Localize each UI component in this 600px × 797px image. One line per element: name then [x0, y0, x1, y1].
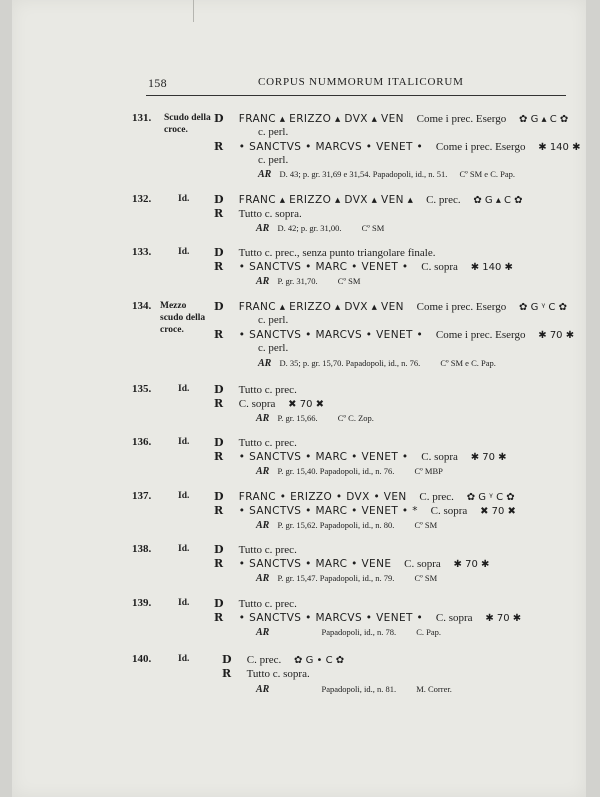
reverse-side: R [214, 260, 224, 273]
reverse-mark: ✱ 70 ✱ [470, 452, 507, 463]
entry-number: 131. [132, 112, 152, 124]
obverse-text: C. prec. [426, 194, 461, 206]
reference-line [256, 683, 452, 696]
obverse-line [214, 543, 297, 557]
page-crease [193, 0, 194, 22]
entry-number: 140. [132, 653, 152, 665]
entry-number: 138. [132, 543, 152, 555]
obverse-text: Tutto c. prec. [238, 384, 297, 396]
coin-name: Scudo della croce. [164, 113, 211, 135]
obverse-mark: ✿ G • C ✿ [294, 655, 345, 666]
obverse-line [214, 597, 297, 611]
reverse-side: R [214, 397, 224, 410]
reverse-side: R [214, 140, 224, 153]
obverse-cont: c. perl. [258, 126, 289, 138]
reverse-legend: • SANCTVS • MARCVS • VENET • [238, 612, 424, 624]
obverse-text: Come i prec. Esergo [416, 301, 507, 313]
obverse-text: Tutto c. prec. [238, 544, 297, 556]
obverse-side: D [214, 300, 224, 313]
reverse-text: C. sopra [435, 612, 473, 624]
coin-name: Id. [178, 437, 190, 447]
obverse-legend: FRANC • ERIZZO • DVX • VEN [238, 491, 407, 503]
metal-symbol: AR [256, 276, 270, 287]
collection: Cº SM [337, 276, 361, 286]
collection: C. Pap. [416, 627, 441, 637]
collection: M. Correr. [416, 684, 452, 694]
obverse-legend: FRANC ▴ ERIZZO ▴ DVX ▴ VEN [238, 301, 404, 313]
collection: Cº SM [414, 573, 438, 583]
obverse-mark: ✿ G ᵞ C ✿ [519, 302, 567, 313]
reference: Papadopoli, id., n. 78. [321, 627, 397, 637]
obverse-text: C. prec. [246, 654, 282, 666]
coin-name: Id. [178, 654, 190, 664]
metal-symbol: AR [258, 358, 272, 369]
header-rule [146, 95, 566, 96]
reverse-text: C. sopra [238, 398, 276, 410]
coin-name: Id. [178, 598, 190, 608]
reverse-line [214, 450, 507, 464]
reverse-line [214, 557, 489, 571]
metal-symbol: AR [256, 573, 270, 584]
reverse-mark: ✱ 140 ✱ [470, 262, 513, 273]
obverse-mark: ✿ G ▴ C ✿ [473, 195, 523, 206]
reference-line [256, 519, 437, 532]
reference-line [256, 626, 441, 639]
obverse-line [214, 383, 297, 397]
coin-name: Id. [178, 384, 190, 394]
reference: Papadopoli, id., n. 81. [321, 684, 397, 694]
obverse-side: D [214, 383, 224, 396]
reference: P. gr. 31,70. [277, 276, 318, 286]
reverse-cont: c. perl. [258, 342, 289, 354]
reverse-text: Come i prec. Esergo [435, 141, 526, 153]
coin-name: Id. [178, 544, 190, 554]
reverse-line [214, 260, 513, 274]
obverse-mark: ✿ G ▴ C ✿ [519, 114, 569, 125]
reference: P. gr. 15,40. Papadopoli, id., n. 76. [277, 466, 395, 476]
reverse-legend: • SANCTVS • MARC • VENET • [238, 261, 409, 273]
entry-number: 133. [132, 246, 152, 258]
obverse-legend: FRANC ▴ ERIZZO ▴ DVX ▴ VEN [238, 113, 404, 125]
coin-name: Id. [178, 491, 190, 501]
obverse-text: Tutto c. prec. [238, 598, 297, 610]
obverse-line [214, 490, 515, 504]
reverse-line [214, 611, 521, 625]
entry-number: 132. [132, 193, 152, 205]
reverse-legend: • SANCTVS • MARC • VENE [238, 558, 392, 570]
reference-line [256, 275, 360, 288]
collection: Cº SM e C. Pap. [440, 358, 496, 368]
obverse-legend: FRANC ▴ ERIZZO ▴ DVX ▴ VEN ▴ [238, 194, 414, 206]
collection: Cº SM e C. Pap. [459, 169, 516, 179]
reference: D. 42; p. gr. 31,00. [277, 223, 342, 233]
collection: Cº C. Zop. [337, 413, 374, 423]
reverse-legend: • SANCTVS • MARC • VENET • [238, 451, 409, 463]
obverse-text: Tutto c. prec. [238, 437, 297, 449]
reverse-side: R [214, 504, 224, 517]
obverse-side: D [214, 436, 224, 449]
obverse-side: D [214, 112, 224, 125]
page-number: 158 [148, 76, 167, 90]
reverse-mark: ✱ 70 ✱ [453, 559, 490, 570]
obverse-line [214, 436, 297, 450]
obverse-line [214, 193, 523, 207]
reverse-mark: ✱ 140 ✱ [538, 142, 581, 153]
entry-number: 136. [132, 436, 152, 448]
collection: Cº SM [361, 223, 385, 233]
reverse-line [214, 207, 302, 221]
reference-line [258, 357, 496, 370]
metal-symbol: AR [256, 684, 270, 695]
obverse-line [222, 653, 344, 667]
obverse-side: D [222, 653, 232, 666]
reverse-legend: • SANCTVS • MARCVS • VENET • [238, 329, 424, 341]
reference-line [256, 572, 437, 585]
reverse-text: C. sopra [404, 558, 441, 570]
metal-symbol: AR [256, 627, 270, 638]
collection: Cº MBP [414, 466, 443, 476]
reverse-line [222, 667, 310, 681]
reverse-mark: ✖ 70 ✖ [288, 399, 325, 410]
reverse-side: R [222, 667, 232, 680]
obverse-side: D [214, 543, 224, 556]
obverse-text: Tutto c. prec., senza punto triangolare finale. [238, 247, 436, 259]
reverse-text: C. sopra [421, 451, 458, 463]
reverse-legend: • SANCTVS • MARCVS • VENET • [238, 141, 424, 153]
reverse-line [214, 397, 324, 411]
reference-line [256, 412, 374, 425]
entry-number: 139. [132, 597, 152, 609]
reverse-cont: c. perl. [258, 154, 289, 166]
entry-number: 135. [132, 383, 152, 395]
reverse-side: R [214, 611, 224, 624]
reference: P. gr. 15,62. Papadopoli, id., n. 80. [277, 520, 395, 530]
reverse-legend: • SANCTVS • MARC • VENET • * [238, 505, 418, 517]
coin-name: Id. [178, 194, 190, 204]
reverse-line [214, 140, 580, 154]
reference-line [256, 222, 384, 235]
obverse-line [214, 300, 567, 314]
metal-symbol: AR [256, 413, 270, 424]
collection: Cº SM [414, 520, 438, 530]
obverse-cont: c. perl. [258, 314, 289, 326]
reverse-mark: ✱ 70 ✱ [538, 330, 575, 341]
obverse-line [214, 246, 435, 260]
reference: P. gr. 15,47. Papadopoli, id., n. 79. [277, 573, 395, 583]
reference-line [256, 465, 443, 478]
reverse-side: R [214, 328, 224, 341]
obverse-side: D [214, 246, 224, 259]
obverse-line [214, 112, 568, 126]
reverse-line [214, 328, 574, 342]
reference: P. gr. 15,66. [277, 413, 318, 423]
obverse-side: D [214, 490, 224, 503]
metal-symbol: AR [256, 223, 270, 234]
obverse-side: D [214, 597, 224, 610]
reverse-text: C. sopra [430, 505, 468, 517]
reference-line [258, 168, 515, 181]
reverse-side: R [214, 557, 224, 570]
entry-number: 134. [132, 300, 152, 312]
reference: D. 35; p. gr. 15,70. Papadopoli, id., n. 76. [279, 358, 421, 368]
reverse-text: Come i prec. Esergo [435, 329, 526, 341]
reverse-text: Tutto c. sopra. [246, 668, 310, 680]
reverse-line [214, 504, 516, 518]
coin-name: Mezzo scudo della croce. [160, 301, 206, 335]
obverse-text: C. prec. [419, 491, 454, 503]
obverse-text: Come i prec. Esergo [416, 113, 507, 125]
reverse-text: C. sopra [421, 261, 458, 273]
reverse-mark: ✱ 70 ✱ [485, 613, 522, 624]
entry-number: 137. [132, 490, 152, 502]
reverse-text: Tutto c. sopra. [238, 208, 302, 220]
running-header [148, 76, 564, 92]
metal-symbol: AR [256, 520, 270, 531]
reverse-side: R [214, 450, 224, 463]
running-title: CORPUS NUMMORUM ITALICORUM [258, 76, 464, 88]
obverse-mark: ✿ G ᵞ C ✿ [466, 492, 515, 503]
reverse-mark: ✖ 70 ✖ [480, 506, 516, 517]
metal-symbol: AR [258, 169, 272, 180]
metal-symbol: AR [256, 466, 270, 477]
obverse-side: D [214, 193, 224, 206]
coin-name: Id. [178, 247, 190, 257]
reference: D. 43; p. gr. 31,69 e 31,54. Papadopoli, id., n. 51. [279, 169, 448, 179]
reverse-side: R [214, 207, 224, 220]
